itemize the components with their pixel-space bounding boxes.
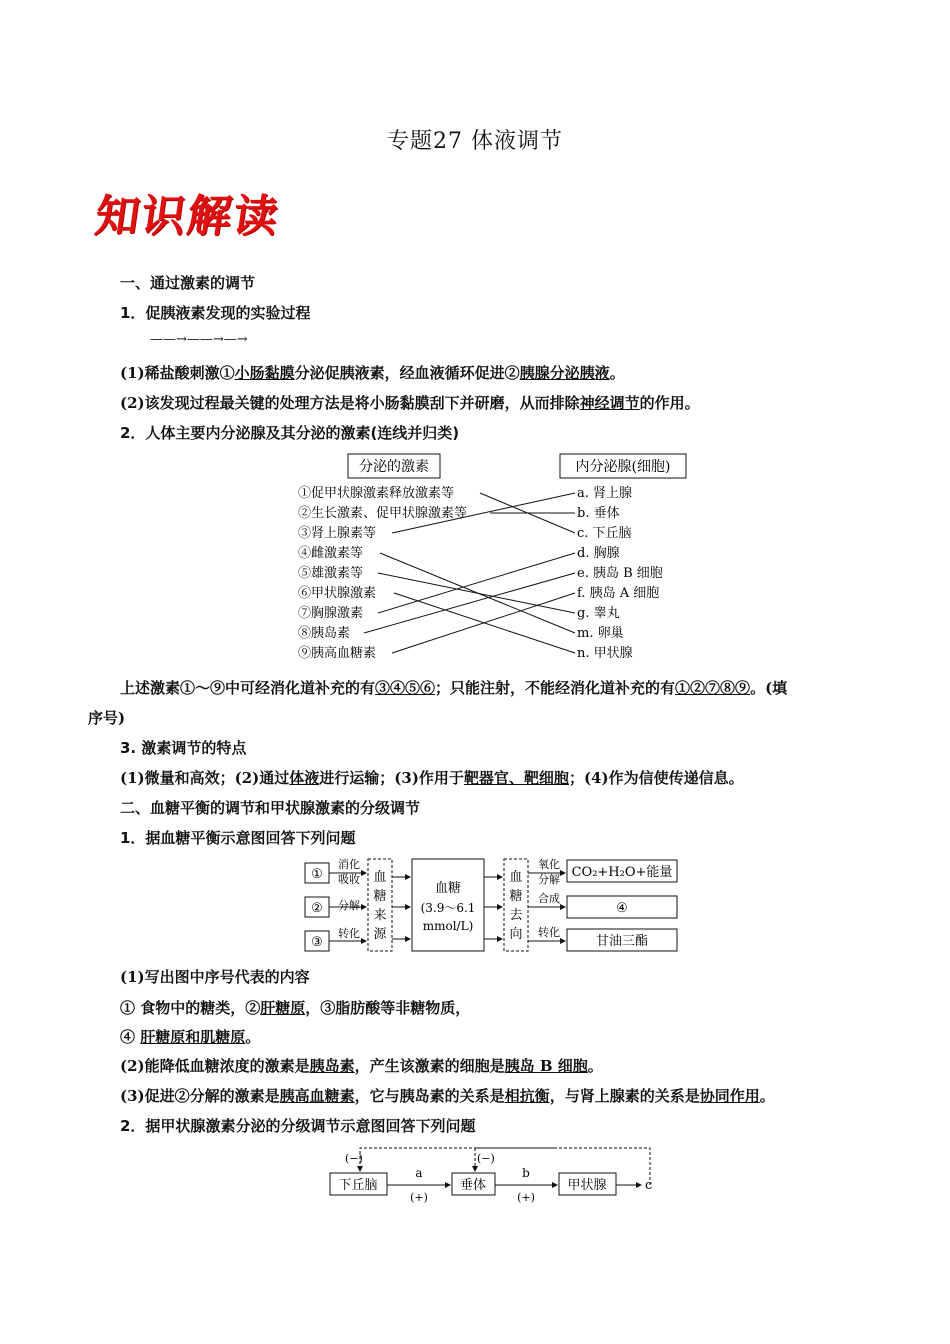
svg-text:(+): (+)	[410, 1191, 428, 1204]
svg-text:下丘脑: 下丘脑	[338, 1178, 378, 1193]
svg-text:分解: 分解	[338, 899, 360, 912]
hormone-item: ⑦胸腺激素	[298, 606, 364, 621]
sub-q1: (1)写出图中序号代表的内容	[120, 968, 310, 986]
svg-text:a: a	[415, 1166, 423, 1180]
gland-item: f. 胰岛 A 细胞	[577, 586, 660, 601]
svg-text:③: ③	[311, 935, 323, 950]
gland-item: n. 甲状腺	[577, 646, 633, 661]
svg-text:mmol/L): mmol/L)	[422, 919, 474, 933]
svg-text:①: ①	[311, 867, 323, 882]
svg-text:糖: 糖	[373, 889, 387, 904]
svg-text:(−): (−)	[477, 1152, 495, 1165]
svg-text:糖: 糖	[509, 889, 523, 904]
q2-2-title: 2．据甲状腺激素分泌的分级调节示意图回答下列问题	[120, 1117, 476, 1135]
gland-item: m. 卵巢	[577, 626, 624, 641]
right-header: 内分泌腺(细胞)	[575, 459, 671, 475]
svg-text:(+): (+)	[517, 1191, 535, 1204]
svg-text:血糖: 血糖	[434, 881, 462, 896]
svg-text:分解: 分解	[538, 873, 560, 886]
svg-text:甘油三酯: 甘油三酯	[595, 934, 649, 949]
para-3: 上述激素①～⑨中可经消化道补充的有③④⑤⑥；只能注射，不能经消化道补充的有①②⑦⑧⑨。(填	[120, 679, 788, 697]
section2-heading: 二、血糖平衡的调节和甲状腺激素的分级调节	[120, 799, 421, 817]
para-2: (2)该发现过程最关键的处理方法是将小肠黏膜刮下并研磨，从而排除神经调节的作用。	[120, 394, 700, 412]
gland-item: b. 垂体	[577, 506, 620, 521]
svg-text:来: 来	[373, 908, 387, 923]
gland-item: e. 胰岛 B 细胞	[577, 566, 663, 581]
match-line	[378, 553, 575, 613]
hormone-item: ⑨胰高血糖素	[298, 646, 377, 661]
gland-item: g. 睾丸	[577, 606, 620, 621]
svg-text:消化: 消化	[338, 858, 360, 871]
hormone-item: ②生长激素、促甲状腺激素等	[298, 506, 468, 521]
svg-text:c: c	[645, 1178, 653, 1193]
svg-text:血: 血	[509, 870, 523, 885]
svg-text:(3.9～6.1: (3.9～6.1	[420, 901, 476, 915]
q1-title: 1．促胰液素发现的实验过程	[120, 304, 311, 322]
svg-text:去: 去	[509, 908, 523, 923]
sub-q3: (3)促进②分解的激素是胰高血糖素，它与胰岛素的关系是相抗衡，与肾上腺素的关系是协同作用。	[120, 1087, 775, 1105]
flow-arrows: ——→——→—→	[150, 332, 248, 347]
svg-text:源: 源	[373, 927, 387, 942]
gland-item: a. 肾上腺	[577, 486, 633, 501]
hormone-item: ③肾上腺素等	[298, 526, 377, 541]
hormone-item: ⑥甲状腺激素	[298, 586, 377, 601]
section-logo: 知识解读	[91, 191, 283, 242]
thyroid-regulation-diagram	[325, 1143, 665, 1208]
gland-item: c. 下丘脑	[577, 526, 632, 541]
section1-heading: 一、通过激素的调节	[120, 274, 256, 292]
svg-text:向: 向	[509, 927, 523, 942]
q3-title: 3. 激素调节的特点	[120, 739, 247, 757]
para-4: (1)微量和高效；(2)通过体液进行运输；(3)作用于靶器官、靶细胞；(4)作为信使传递信息。	[120, 769, 744, 787]
svg-text:血: 血	[373, 870, 387, 885]
page-title: 专题27 体液调节	[387, 129, 563, 154]
left-header: 分泌的激素	[359, 459, 429, 475]
hormone-item: ①促甲状腺激素释放激素等	[298, 486, 455, 501]
hormone-item: ⑤雄激素等	[298, 566, 364, 581]
hormone-item: ⑧胰岛素	[298, 626, 351, 641]
hormone-item: ④雌激素等	[298, 546, 364, 561]
q2-title: 2．人体主要内分泌腺及其分泌的激素(连线并归类)	[120, 424, 460, 442]
svg-text:垂体: 垂体	[459, 1178, 487, 1193]
hormone-matching-diagram	[290, 450, 690, 670]
svg-text:合成: 合成	[538, 892, 560, 905]
para-3-cont: 序号)	[88, 709, 126, 727]
svg-text:转化: 转化	[538, 926, 560, 939]
q2-1-title: 1．据血糖平衡示意图回答下列问题	[120, 829, 356, 847]
blood-glucose-diagram	[302, 855, 682, 955]
svg-text:②: ②	[311, 901, 323, 916]
match-line	[378, 573, 575, 613]
svg-text:CO₂+H₂O+能量: CO₂+H₂O+能量	[571, 865, 673, 880]
sub-q1-ans-b: ④ 肝糖原和肌糖原。	[120, 1028, 261, 1046]
svg-text:吸收: 吸收	[338, 873, 360, 886]
sub-q2: (2)能降低血糖浓度的激素是胰岛素，产生该激素的细胞是胰岛 B 细胞。	[120, 1057, 603, 1075]
svg-text:b: b	[522, 1166, 530, 1180]
gland-item: d. 胸腺	[577, 546, 620, 561]
svg-text:转化: 转化	[338, 927, 360, 940]
svg-text:(−): (−)	[345, 1152, 363, 1165]
svg-text:④: ④	[616, 901, 628, 916]
svg-text:氧化: 氧化	[538, 858, 560, 871]
sub-q1-ans-a: ① 食物中的糖类，②肝糖原，③脂肪酸等非糖物质，	[120, 999, 471, 1017]
svg-text:甲状腺: 甲状腺	[567, 1178, 607, 1193]
para-1: (1)稀盐酸刺激①小肠黏膜分泌促胰液素，经血液循环促进②胰腺分泌胰液。	[120, 364, 625, 382]
